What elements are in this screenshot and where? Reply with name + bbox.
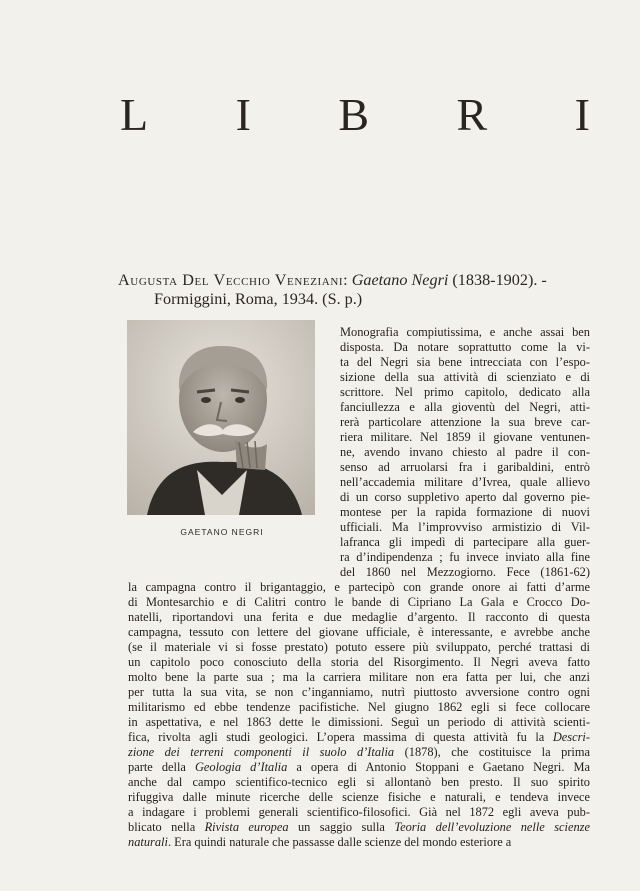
review-line: [128, 730, 590, 745]
review-text: un saggio sulla: [288, 820, 395, 834]
citation-publisher: Formiggini, Roma, 1934. (S. p.): [154, 290, 363, 308]
review-text: (1878), che costituisce la prima: [394, 745, 590, 759]
review-line: [340, 400, 590, 415]
review-line: [128, 595, 590, 610]
review-line: [340, 445, 590, 460]
review-text: natelli, riportandovi una ferita e due medaglie d’argento. Il racconto di questa: [128, 610, 590, 624]
review-line: [340, 550, 590, 565]
review-italic: zione dei terreni componenti il suolo d’Italia: [128, 745, 395, 759]
review-text: campagna, tessuto con lettere del giovane ufficiale, è interessante, e avrebbe anche: [128, 625, 590, 639]
review-text: ne, avendo invano chiesto al padre il con-: [340, 445, 590, 459]
review-text: Monografia compiutissima, e anche assai ben: [340, 325, 590, 339]
citation-separator: :: [343, 271, 352, 289]
review-text: ta del Negri sia bene intrecciata con l’espo-: [340, 355, 590, 369]
review-line: [340, 340, 590, 355]
review-text: molto bene la parte sua ; ma la carriera militare non era fatta per lui, che anzi: [128, 670, 590, 684]
review-text: ufficiali. Ma l’improvviso armistizio di Vil-: [340, 520, 590, 534]
review-text: disposta. Da notare soprattutto come la vi-: [340, 340, 590, 354]
review-text: sizione della sua attività di scienziato e di: [340, 370, 590, 384]
review-line: [340, 475, 590, 490]
review-line: [128, 745, 590, 760]
review-line: [340, 415, 590, 430]
review-text: blicato nella: [128, 820, 205, 834]
review-text: . Era quindi naturale che passasse dalle scienze del mondo esteriore a: [167, 835, 512, 849]
review-italic: Rivista europea: [204, 820, 289, 834]
portrait-photo: [127, 320, 315, 515]
section-title-letter: L: [120, 89, 149, 140]
review-text: militarismo ed ebbe tendenze pacifistiche. Nel giugno 1862 egli si fece collocare: [128, 700, 590, 714]
section-title-letter: B: [338, 89, 370, 140]
review-text: in aspettativa, e nel 1863 dette le dimissioni. Seguì un periodo di attività scienti-: [128, 715, 590, 729]
review-text: a indagare i problemi generali scientifico-filosofici. Già nel 1872 egli aveva pub-: [128, 805, 590, 819]
review-line: [128, 790, 590, 805]
review-line: [340, 355, 590, 370]
review-text: rerà particolare attenzione la sua breve car-: [340, 415, 590, 429]
review-line: [128, 805, 590, 820]
review-italic: Geologia d’Italia: [194, 760, 288, 774]
review-text: di un corso suppletivo aperto dal governo pie-: [340, 490, 590, 504]
review-text: rifuggiva dalle minute ricerche delle scienze fisiche e naturali, e tendeva invece: [128, 790, 590, 804]
review-line: [128, 685, 590, 700]
review-line: [340, 505, 590, 520]
review-line: [340, 325, 590, 340]
review-text: a opera di Antonio Stoppani e Gaetano Negri. Ma: [287, 760, 590, 774]
review-line: [340, 535, 590, 550]
review-text: fica, rivolta agli studi geologici. L’opera massima di questa attività fu la: [128, 730, 553, 744]
review-line: [128, 835, 590, 850]
review-text: (se il materiale vi si fosse prestato) potuto essere più sviluppato, perché trattasi di: [128, 640, 590, 654]
review-line: [340, 385, 590, 400]
review-text: nell’accademia militare d’Ivrea, quale allievo: [340, 475, 590, 489]
citation-author: Augusta Del Vecchio Veneziani: [118, 271, 344, 289]
review-text: senso ad arruolarsi fra i garibaldini, entrò: [340, 460, 590, 474]
review-line: [128, 760, 590, 775]
citation-title: Gaetano Negri: [351, 271, 449, 289]
review-line: [128, 610, 590, 625]
review-line: [340, 430, 590, 445]
review-italic: Teoria dell’evoluzione nelle scienze: [394, 820, 590, 834]
review-text: la campagna contro il brigantaggio, e partecipò con grande onore ai fatti d’arme: [128, 580, 590, 594]
book-citation: [118, 271, 592, 309]
review-line: [128, 670, 590, 685]
review-line: [128, 775, 590, 790]
review-text: del 1860 nel Mezzogiorno. Fece (1861-62): [340, 565, 590, 579]
portrait-caption: GAETANO NEGRI: [180, 527, 264, 537]
citation-dates: (1838-1902). -: [448, 271, 547, 289]
review-line: [340, 565, 590, 580]
review-text: di Montesarchio e di Calitri contro le bande di Cipriano La Gala e Crocco Do-: [128, 595, 590, 609]
review-text: anche dal campo scientifico-tecnico egli si allontanò ben presto. Il suo spirito: [128, 775, 590, 789]
review-line: [128, 700, 590, 715]
review-text: scrittore. Nel primo capitolo, dedicato alla: [340, 385, 590, 399]
review-text: ra d’indipendenza ; fu invece inviato alla fine: [340, 550, 590, 564]
review-text: lafranca gli impedì di partecipare alla guer-: [340, 535, 590, 549]
review-line: [128, 580, 590, 595]
review-line: [128, 640, 590, 655]
review-line: [340, 520, 590, 535]
review-text: parte della: [128, 760, 195, 774]
review-text: fanciullezza e alla gioventù del Negri, atti-: [340, 400, 590, 414]
section-title-letter: R: [456, 89, 488, 140]
portrait-figure: [127, 320, 317, 537]
review-text: riera militare. Nel 1859 il giovane ventunen-: [340, 430, 590, 444]
review-text: montese per la rapida formazione di nuovi: [340, 505, 590, 519]
review-line: [128, 655, 590, 670]
review-line: [340, 490, 590, 505]
review-text: per tutta la sua vita, se non c’inganniamo, nutrì piuttosto avversione contro ogni: [128, 685, 590, 699]
review-italic: naturali: [128, 835, 168, 849]
review-line: [340, 370, 590, 385]
review-text: un capitolo poco conosciuto della storia del Risorgimento. Il Negri aveva fatto: [128, 655, 590, 669]
section-title-letter: I: [235, 89, 251, 140]
review-line: [128, 715, 590, 730]
section-title-letter: I: [574, 89, 590, 140]
review-italic: Descri-: [552, 730, 590, 744]
review-line: [340, 460, 590, 475]
review-line: [128, 625, 590, 640]
section-title: [120, 88, 590, 141]
review-line: [128, 820, 590, 835]
